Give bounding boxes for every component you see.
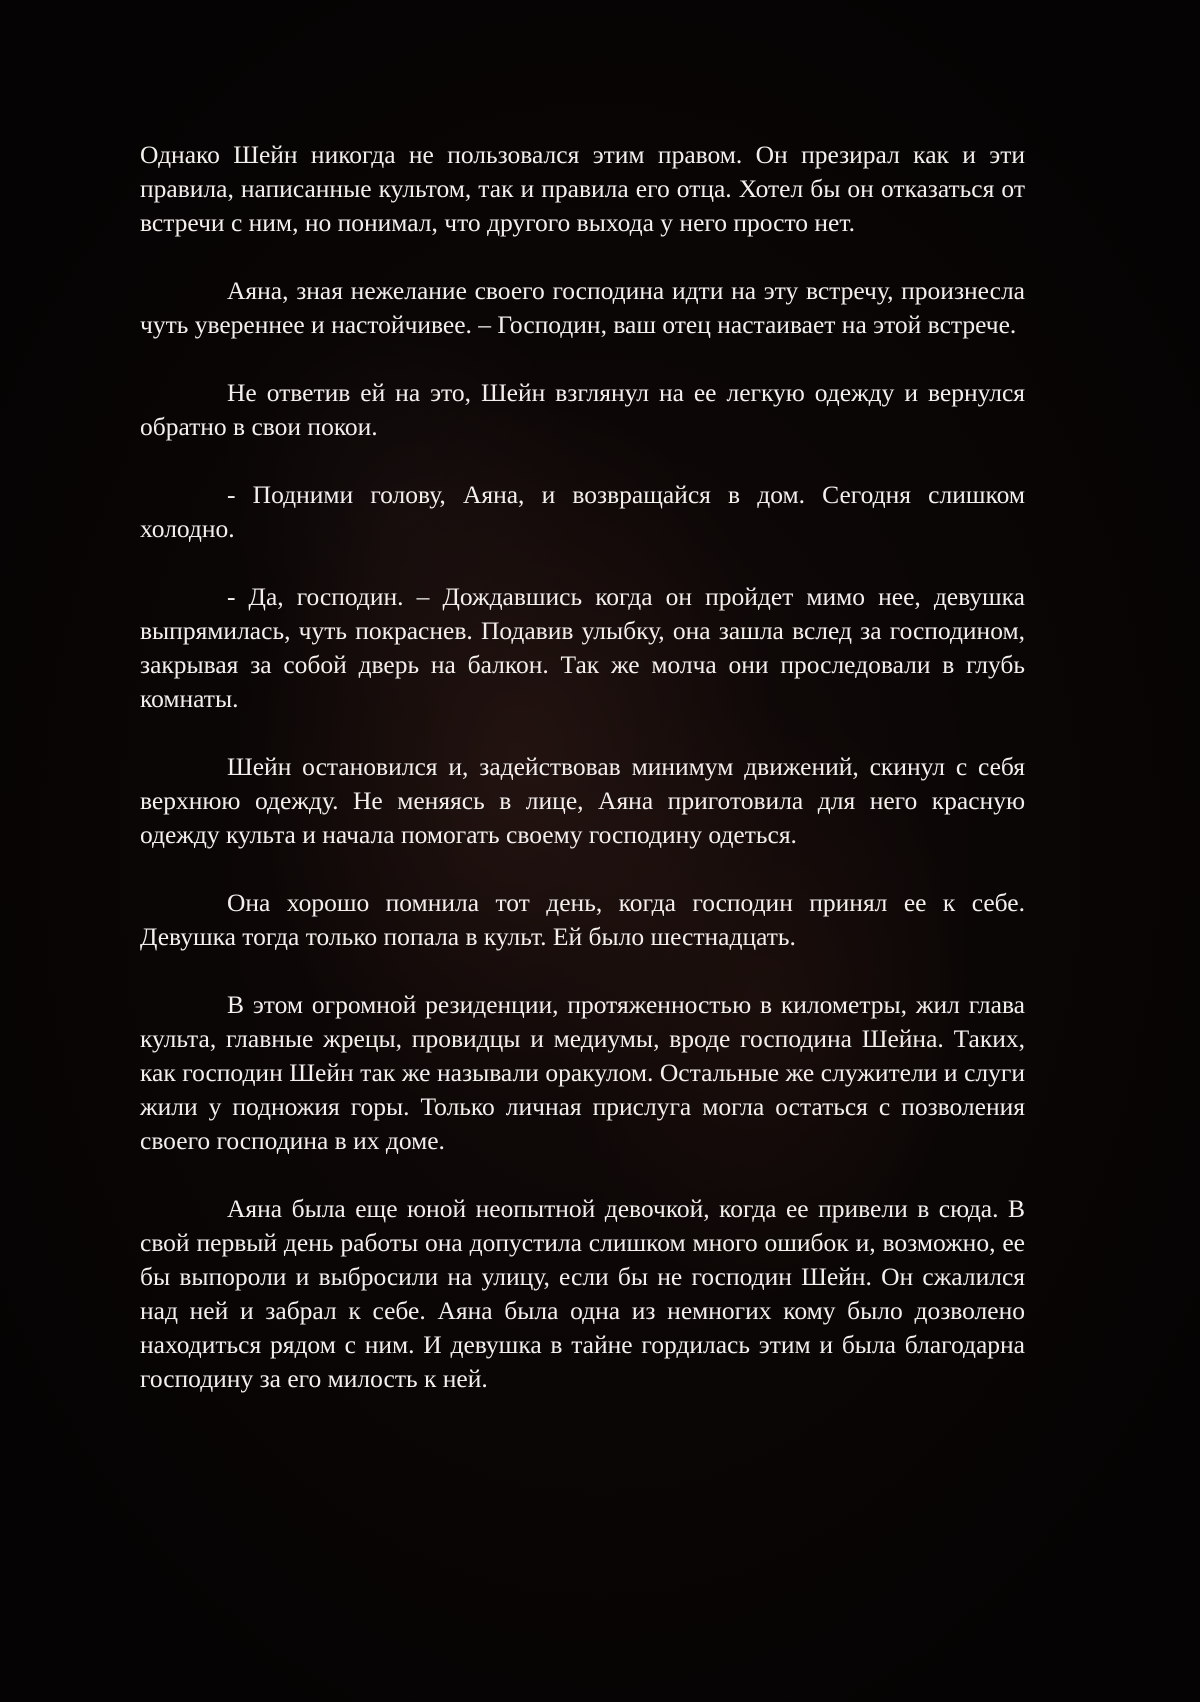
paragraph-9: Аяна была еще юной неопытной девочкой, когда ее привели в сюда. В свой первый день работы она допустила слишком много ошибок и, возможно, ее бы выпороли и выбросили на улицу, если бы не господин Шейн. Он сжалился над ней и забрал к себе. Аяна была одна из немногих кому было дозволено находиться рядом с ним. И девушка в тайне гордилась этим и была благодарна господину за его милость к ней. [140,1194,1025,1393]
paragraph-5: - Да, господин. – Дождавшись когда он пройдет мимо нее, девушка выпрямилась, чуть покраснев. Подавив улыбку, она зашла вслед за господином, закрывая за собой дверь на балкон. Так же молча они проследовали в глубь комнаты. [140,582,1025,713]
paragraph-3: Не ответив ей на это, Шейн взглянул на ее легкую одежду и вернулся обратно в свои покои. [140,378,1025,441]
paragraph-6: Шейн остановился и, задействовав минимум движений, скинул с себя верхнюю одежду. Не меняясь в лице, Аяна приготовила для него красную одежду культа и начала помогать своему господину одеться. [140,752,1025,849]
paragraph-8: В этом огромной резиденции, протяженностью в километры, жил глава культа, главные жрецы, провидцы и медиумы, вроде господина Шейна. Таких, как господин Шейн так же называли оракулом. Остальные же служители и слуги жили у подножия горы. Только личная прислуга могла остаться с позволения своего господина в их доме. [140,990,1025,1155]
paragraph-7: Она хорошо помнила тот день, когда господин принял ее к себе. Девушка тогда только попала в культ. Ей было шестнадцать. [140,888,1025,951]
paragraph-1: Однако Шейн никогда не пользовался этим правом. Он презирал как и эти правила, написанные культом, так и правила его отца. Хотел бы он отказаться от встречи с ним, но понимал, что другого выхода у него просто нет. [140,140,1025,237]
paragraph-4: - Подними голову, Аяна, и возвращайся в дом. Сегодня слишком холодно. [140,480,1025,543]
paragraph-2: Аяна, зная нежелание своего господина идти на эту встречу, произнесла чуть увереннее и настойчивее. – Господин, ваш отец настаивает на этой встрече. [140,276,1025,339]
document-body [140,138,1025,1430]
